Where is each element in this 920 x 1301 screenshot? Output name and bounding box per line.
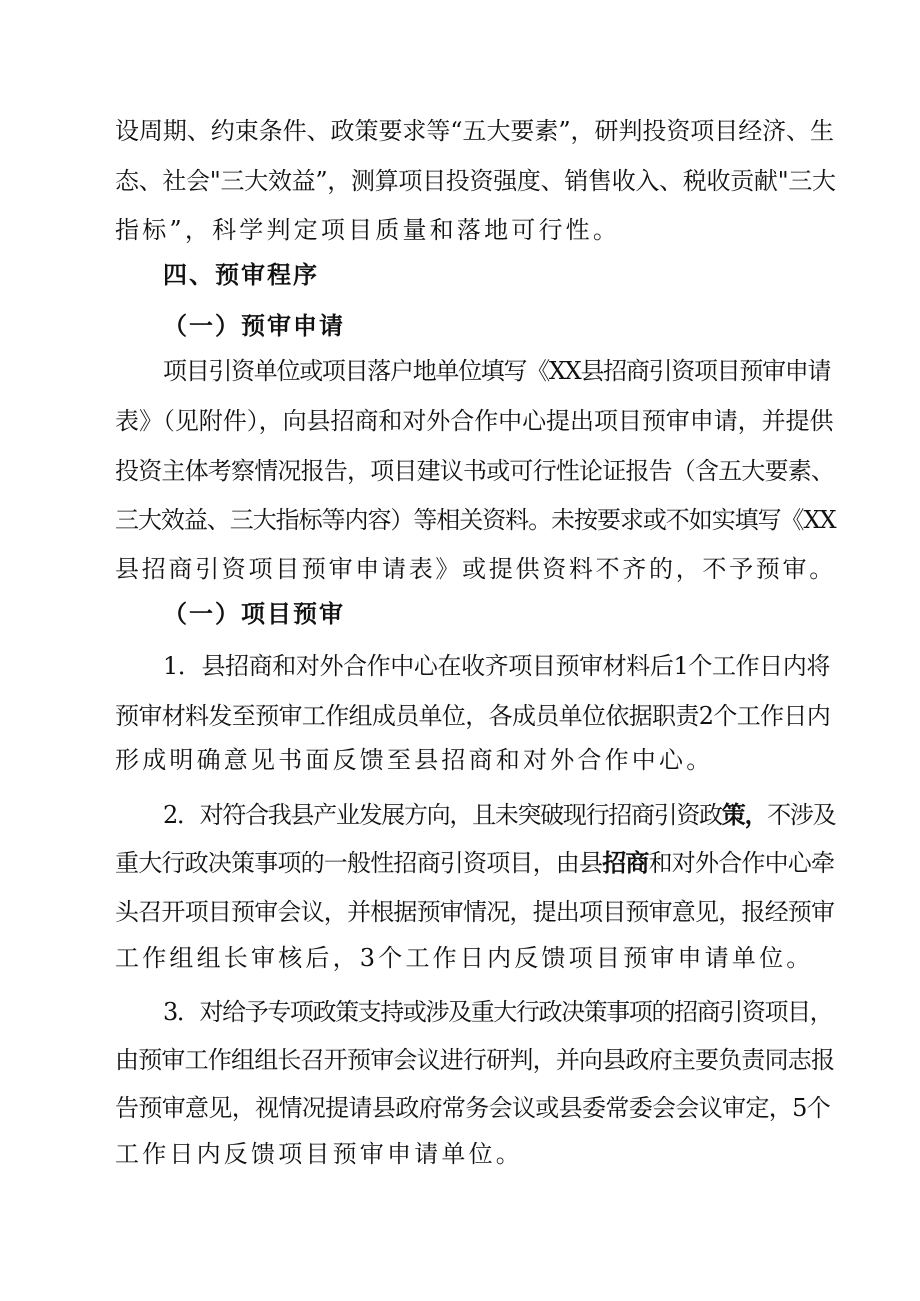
section-heading: 四、预审程序 <box>163 260 319 289</box>
paragraph-line: 工作组组长审核后，3个工作日内反馈项目预审申请单位。 <box>115 944 814 972</box>
text-run: 2．对符合我县产业发展方向，且未突破现行招商引资政 <box>163 801 722 829</box>
paragraph-line <box>163 800 835 830</box>
paragraph-line: 工作日内反馈项目预审申请单位。 <box>115 1140 523 1168</box>
paragraph-line: 告预审意见，视情况提请县政府常务会议或县委常委会会议审定，5个 <box>115 1094 831 1122</box>
paragraph-line: 由预审工作组组长召开预审会议进行研判，并向县政府主要负责同志报 <box>115 1046 835 1074</box>
paragraph-line: 三大效益、三大指标等内容）等相关资料。未按要求或不如实填写《XX <box>115 506 836 534</box>
paragraph-line: 态、社会"三大效益”，测算项目投资强度、销售收入、税收贡献"三大 <box>115 167 836 195</box>
bold-text-run: 招商 <box>602 848 649 877</box>
paragraph-line: 3．对给予专项政策支持或涉及重大行政决策事项的招商引资项目， <box>163 998 833 1026</box>
paragraph-line: 县招商引资项目预审申请表》或提供资料不齐的，不予预审。 <box>115 555 836 583</box>
paragraph-line: 头召开项目预审会议，并根据预审情况，提出项目预审意见，报经预审 <box>115 898 835 926</box>
text-run: 重大行政决策事项的一般性招商引资项目，由县 <box>115 849 603 877</box>
paragraph-line <box>115 848 835 878</box>
text-run: 不涉及 <box>767 801 836 829</box>
paragraph-line: 形成明确意见书面反馈至县招商和对外合作中心。 <box>115 746 714 774</box>
paragraph-line: 1．县招商和对外合作中心在收齐项目预审材料后1个工作日内将 <box>163 652 830 680</box>
paragraph-line: 投资主体考察情况报告，项目建议书或可行性论证报告（含五大要素、 <box>115 457 835 485</box>
bold-text-run: 策， <box>721 800 768 829</box>
paragraph-line: 表》（见附件），向县招商和对外合作中心提出项目预审申请，并提供 <box>115 407 834 435</box>
subsection-heading: （一）预审申请 <box>163 311 345 340</box>
subsection-heading: （一）项目预审 <box>163 599 345 628</box>
paragraph-line: 指标”，科学判定项目质量和落地可行性。 <box>115 216 621 244</box>
paragraph-line: 预审材料发至预审工作组成员单位，各成员单位依据职责2个工作日内 <box>115 702 831 730</box>
paragraph-line: 项目引资单位或项目落户地单位填写《XX县招商引资项目预审申请 <box>163 357 831 385</box>
paragraph-line: 设周期、约束条件、政策要求等“五大要素”，研判投资项目经济、生 <box>115 117 834 145</box>
text-run: 和对外合作中心牵 <box>648 849 835 877</box>
